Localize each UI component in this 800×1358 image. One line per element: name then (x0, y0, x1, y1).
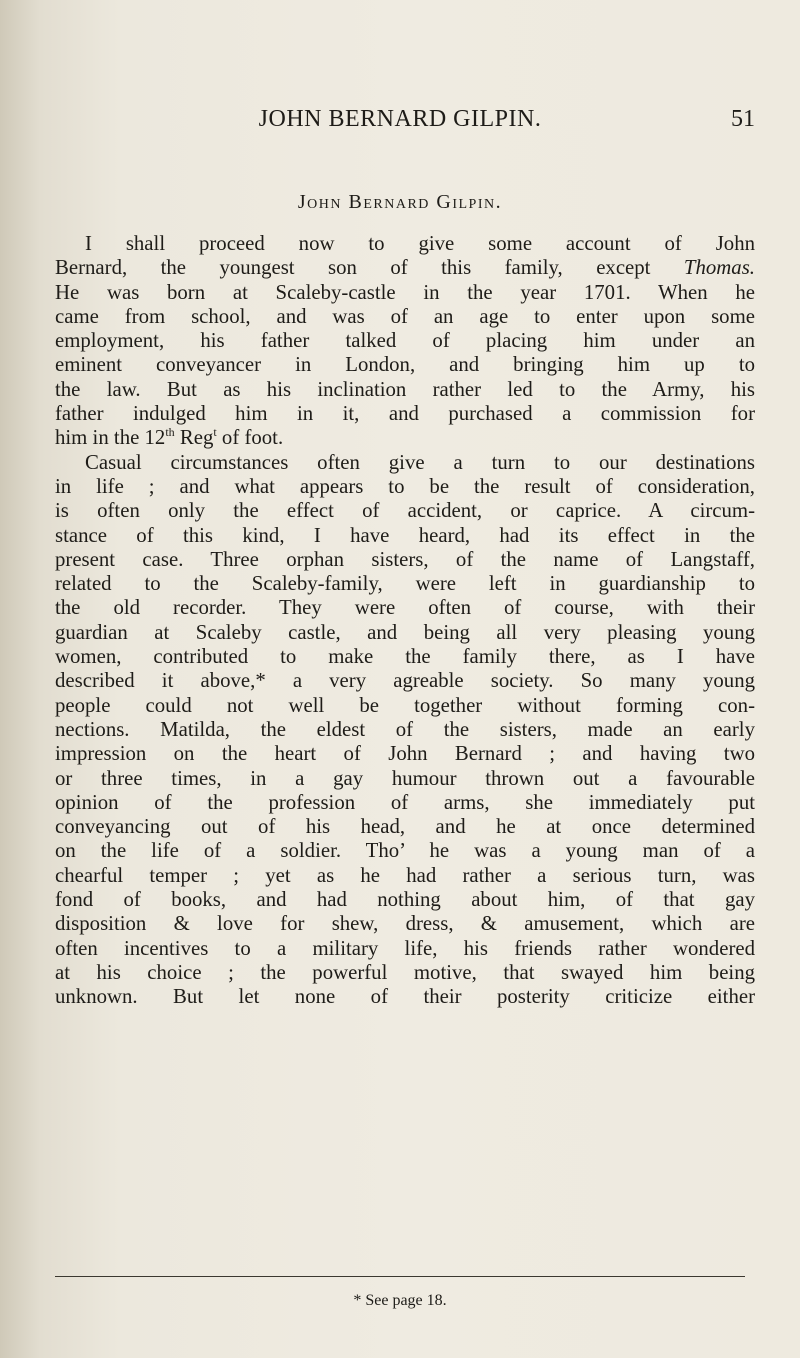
section-title: John Bernard Gilpin. (297, 191, 503, 213)
italic-name-thomas: Thomas. (683, 256, 755, 280)
text-line: employment, his father talked of placing him under an (55, 329, 755, 353)
footnote-rule (55, 1276, 745, 1277)
page-number: 51 (731, 106, 755, 132)
text-line: fond of books, and had nothing about him, of that gay (55, 888, 755, 912)
text-line: often incentives to a military life, his friends rather wondered (55, 936, 755, 960)
text-line: on the life of a soldier. Tho’ he was a young man of a (55, 839, 755, 863)
text-line: people could not well be together without forming con- (55, 693, 755, 717)
superscript: t (213, 426, 217, 440)
text-line: at his choice ; the powerful motive, that swayed him being (55, 960, 755, 984)
text-line: stance of this kind, I have heard, had its effect in the (55, 523, 755, 547)
text-line: or three times, in a gay humour thrown out a favourable (55, 766, 755, 790)
superscript: th (165, 426, 175, 440)
text-run: of foot. (216, 426, 284, 450)
text-line: came from school, and was of an age to enter upon some (55, 304, 755, 328)
text-line: the law. But as his inclination rather led to the Army, his (55, 377, 755, 401)
text-line: opinion of the profession of arms, she immediately put (55, 790, 755, 814)
text-line: present case. Three orphan sisters, of the name of Langstaff, (55, 547, 755, 571)
text-line: I shall proceed now to give some account of John (85, 232, 755, 255)
text-line: in life ; and what appears to be the result of consideration, (55, 474, 755, 498)
text-line: eminent conveyancer in London, and bringing him up to (55, 353, 755, 377)
text-line: impression on the heart of John Bernard ; and having two (55, 742, 755, 766)
text-line: He was born at Scaleby-castle in the year 1701. When he (55, 280, 755, 304)
text-line: described it above,* a very agreable society. So many young (55, 669, 755, 693)
text-line: is often only the effect of accident, or caprice. A circum- (55, 499, 755, 523)
text-line: guardian at Scaleby castle, and being all very pleasing young (55, 620, 755, 644)
text-run: Bernard, the youngest son of this family, except (55, 256, 684, 280)
text-line: disposition & love for shew, dress, & amusement, which are (55, 912, 755, 936)
text-line: the old recorder. They were often of course, with their (55, 596, 755, 620)
text-line: women, contributed to make the family there, as I have (55, 645, 755, 669)
text-line: unknown. But let none of their posterity criticize either (55, 985, 755, 1009)
text-line: related to the Scaleby-family, were left in guardianship to (55, 572, 755, 596)
text-run: him in the 12 (55, 426, 166, 450)
footnote: * See page 18. (353, 1292, 447, 1309)
text-line (55, 256, 755, 280)
body-text (55, 232, 755, 1010)
text-line (55, 426, 755, 450)
text-line: conveyancing out of his head, and he at once determined (55, 815, 755, 839)
text-line: chearful temper ; yet as he had rather a serious turn, was (55, 863, 755, 887)
text-line: nections. Matilda, the eldest of the sisters, made an early (55, 717, 755, 741)
text-run: Reg (174, 426, 214, 450)
text-line: Casual circumstances often give a turn to our destinations (85, 450, 755, 474)
text-line: father indulged him in it, and purchased a commission for (55, 402, 755, 426)
running-head: JOHN BERNARD GILPIN. (258, 106, 542, 132)
